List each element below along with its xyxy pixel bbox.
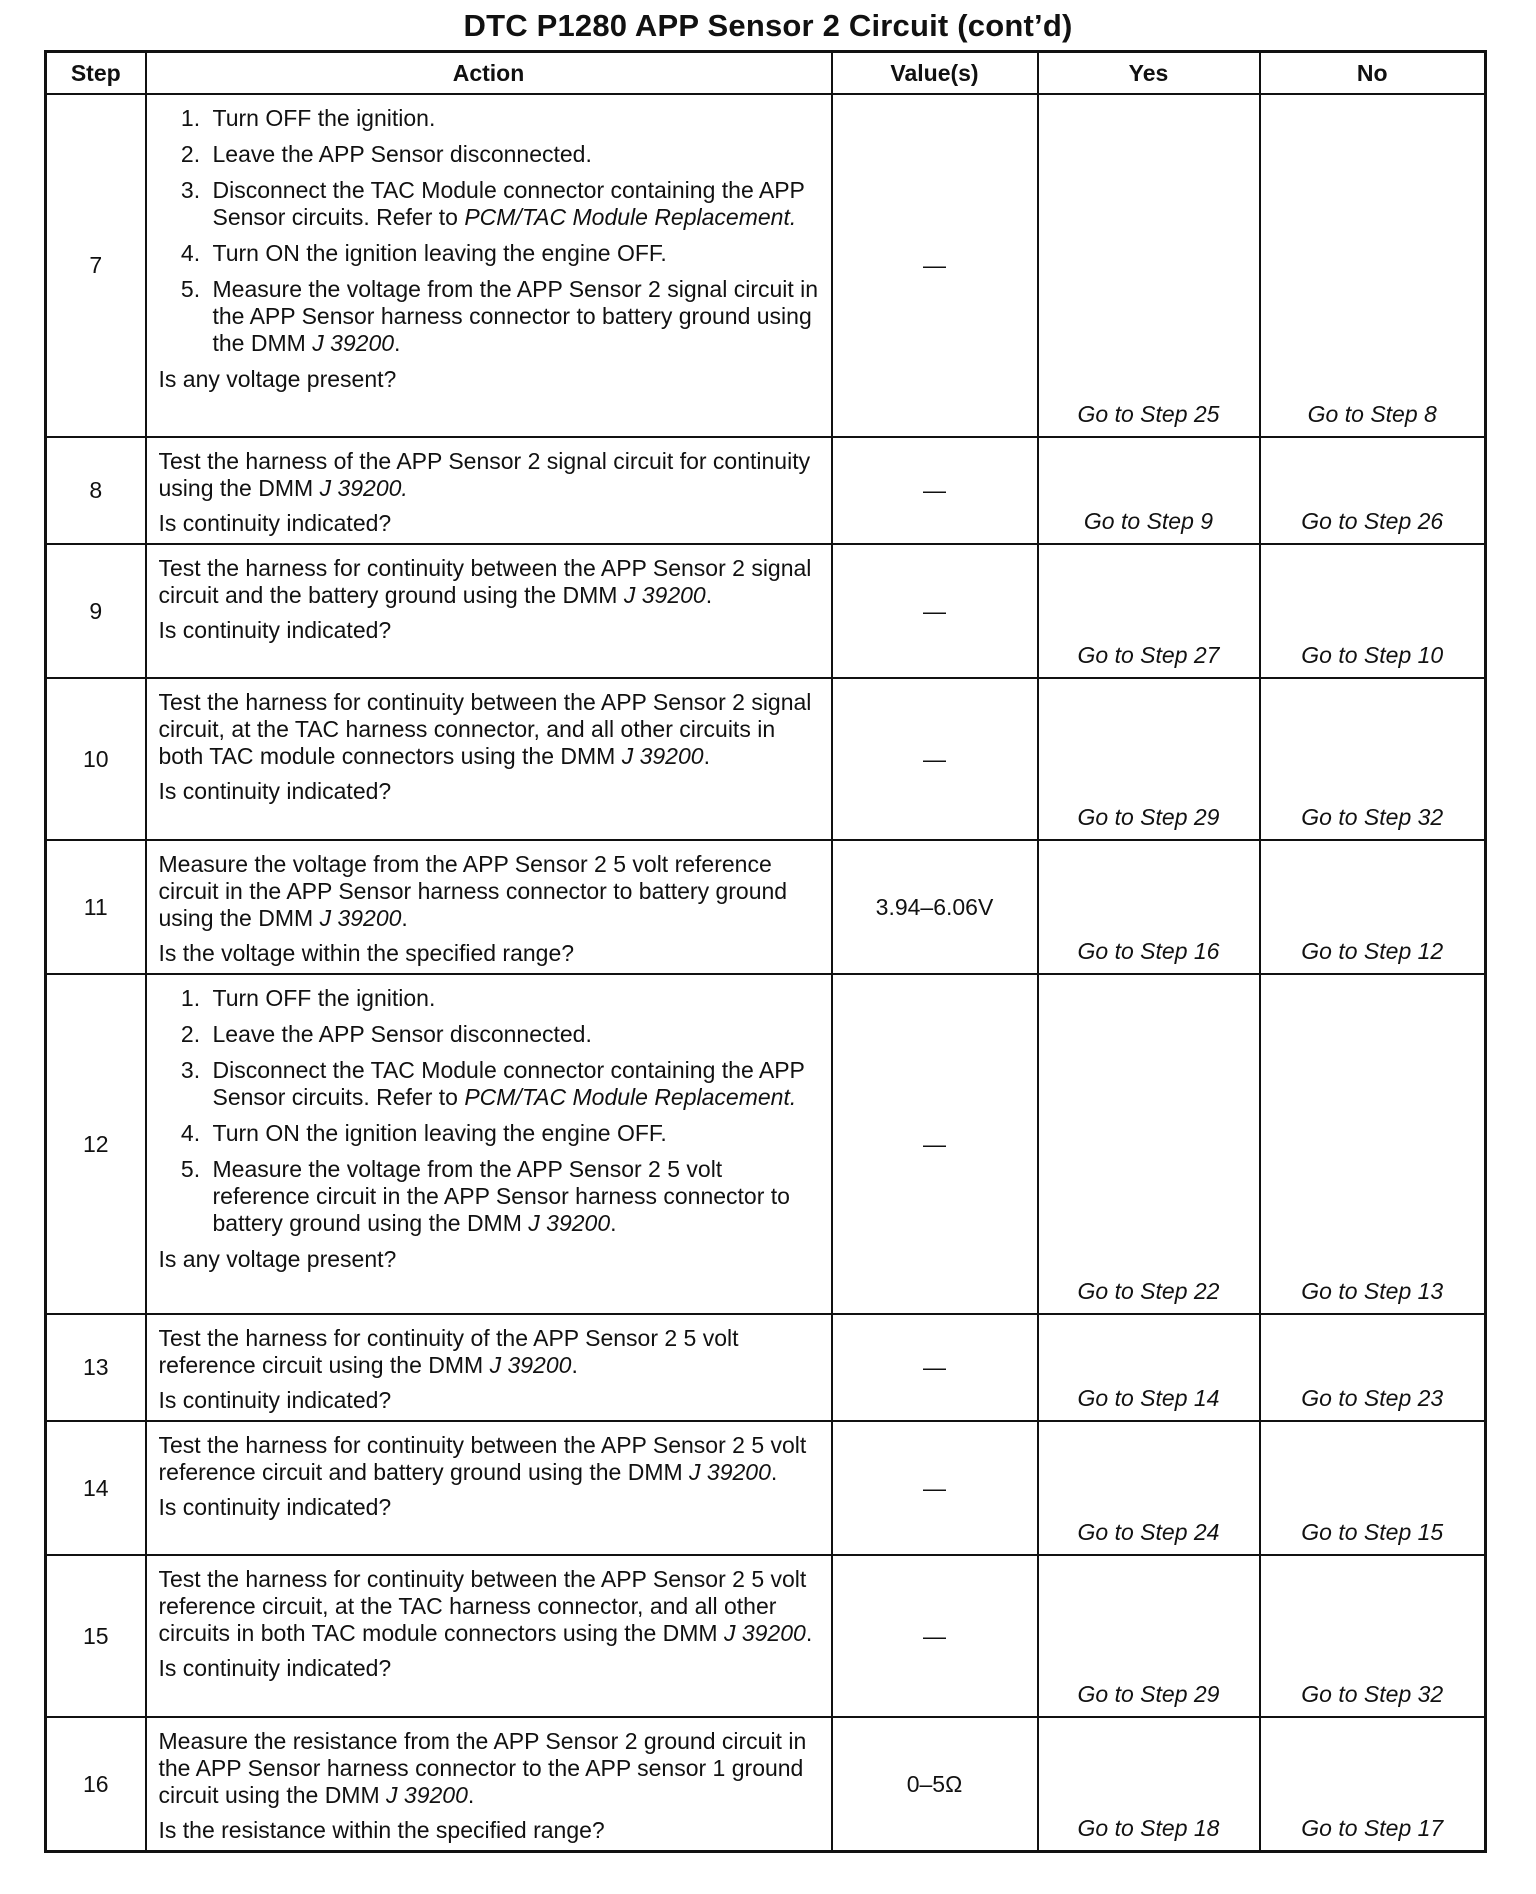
action-cell	[146, 840, 832, 974]
value-cell: 3.94–6.06V	[832, 840, 1038, 974]
list-item: 3. Disconnect the TAC Module connector containing the APP Sensor circuits. Refer to PCM/TAC Module Replacement.	[207, 177, 821, 231]
table-row	[46, 1314, 1486, 1421]
step-number: 10	[46, 678, 146, 840]
action-text: Test the harness for continuity between the APP Sensor 2 5 volt reference circuit, at the TAC harness connector, and all other circuits in both TAC module connectors using the DMM J 39200.	[158, 1566, 813, 1646]
value-cell: —	[832, 1314, 1038, 1421]
step-number: 11	[46, 840, 146, 974]
no-goto: Go to Step 23	[1260, 1314, 1486, 1421]
step-number: 8	[46, 437, 146, 544]
yes-goto: Go to Step 22	[1038, 974, 1260, 1314]
value-cell: —	[832, 974, 1038, 1314]
action-text: Test the harness for continuity between the APP Sensor 2 signal circuit and the battery ground using the DMM J 39200.	[158, 555, 812, 608]
yes-goto: Go to Step 14	[1038, 1314, 1260, 1421]
yes-goto: Go to Step 25	[1038, 94, 1260, 437]
step-number: 14	[46, 1421, 146, 1555]
list-item: 1. Turn OFF the ignition.	[207, 105, 821, 132]
value-cell: —	[832, 94, 1038, 437]
list-item: 2. Leave the APP Sensor disconnected.	[207, 141, 821, 168]
yes-goto: Go to Step 24	[1038, 1421, 1260, 1555]
table-row	[46, 678, 1486, 840]
table-row	[46, 1555, 1486, 1717]
action-steps-list	[159, 985, 821, 1237]
action-question: Is any voltage present?	[158, 366, 397, 392]
action-question: Is any voltage present?	[158, 1246, 397, 1272]
yes-goto: Go to Step 18	[1038, 1717, 1260, 1852]
value-cell: —	[832, 544, 1038, 678]
action-cell	[146, 544, 832, 678]
step-number: 12	[46, 974, 146, 1314]
no-goto: Go to Step 13	[1260, 974, 1486, 1314]
action-steps-list	[159, 105, 821, 357]
table-row	[46, 1421, 1486, 1555]
action-question: Is continuity indicated?	[158, 510, 392, 536]
action-cell	[146, 678, 832, 840]
list-item: 4. Turn ON the ignition leaving the engine OFF.	[207, 240, 821, 267]
step-number: 13	[46, 1314, 146, 1421]
table-row	[46, 974, 1486, 1314]
header-yes: Yes	[1038, 52, 1260, 95]
list-item: 4. Turn ON the ignition leaving the engine OFF.	[207, 1120, 821, 1147]
value-cell: —	[832, 1555, 1038, 1717]
action-cell	[146, 1717, 832, 1852]
yes-goto: Go to Step 16	[1038, 840, 1260, 974]
action-question: Is continuity indicated?	[158, 617, 392, 643]
table-row	[46, 437, 1486, 544]
action-cell	[146, 94, 832, 437]
table-row	[46, 94, 1486, 437]
no-goto: Go to Step 8	[1260, 94, 1486, 437]
header-no: No	[1260, 52, 1486, 95]
no-goto: Go to Step 26	[1260, 437, 1486, 544]
action-question: Is continuity indicated?	[158, 1655, 392, 1681]
table-row	[46, 544, 1486, 678]
yes-goto: Go to Step 9	[1038, 437, 1260, 544]
value-cell: —	[832, 1421, 1038, 1555]
no-goto: Go to Step 32	[1260, 1555, 1486, 1717]
list-item: 1. Turn OFF the ignition.	[207, 985, 821, 1012]
step-number: 15	[46, 1555, 146, 1717]
page-title: DTC P1280 APP Sensor 2 Circuit (cont’d)	[463, 8, 1073, 43]
header-values: Value(s)	[832, 52, 1038, 95]
action-text: Measure the voltage from the APP Sensor 2 5 volt reference circuit in the APP Sensor harness connector to battery ground using the DMM J 39200.	[158, 851, 788, 931]
list-item: 5. Measure the voltage from the APP Sensor 2 5 volt reference circuit in the APP Sensor harness connector to battery ground using the DMM J 39200.	[207, 1156, 821, 1237]
diagnostic-table	[44, 50, 1487, 1853]
action-cell	[146, 437, 832, 544]
list-item: 3. Disconnect the TAC Module connector containing the APP Sensor circuits. Refer to PCM/TAC Module Replacement.	[207, 1057, 821, 1111]
table-row	[46, 1717, 1486, 1852]
no-goto: Go to Step 32	[1260, 678, 1486, 840]
action-text: Test the harness for continuity of the APP Sensor 2 5 volt reference circuit using the DMM J 39200.	[158, 1325, 739, 1378]
action-question: Is continuity indicated?	[158, 1387, 392, 1413]
table-row	[46, 840, 1486, 974]
action-cell	[146, 1314, 832, 1421]
action-question: Is continuity indicated?	[158, 778, 392, 804]
action-question: Is the resistance within the specified range?	[158, 1817, 605, 1843]
action-cell	[146, 1421, 832, 1555]
no-goto: Go to Step 17	[1260, 1717, 1486, 1852]
list-item: 2. Leave the APP Sensor disconnected.	[207, 1021, 821, 1048]
step-number: 7	[46, 94, 146, 437]
value-cell: —	[832, 678, 1038, 840]
value-cell: 0–5Ω	[832, 1717, 1038, 1852]
action-question: Is the voltage within the specified range?	[158, 940, 575, 966]
step-number: 16	[46, 1717, 146, 1852]
no-goto: Go to Step 10	[1260, 544, 1486, 678]
action-cell	[146, 974, 832, 1314]
action-cell	[146, 1555, 832, 1717]
yes-goto: Go to Step 29	[1038, 1555, 1260, 1717]
yes-goto: Go to Step 29	[1038, 678, 1260, 840]
action-text: Test the harness of the APP Sensor 2 signal circuit for continuity using the DMM J 39200.	[158, 448, 811, 501]
yes-goto: Go to Step 27	[1038, 544, 1260, 678]
action-question: Is continuity indicated?	[158, 1494, 392, 1520]
action-text: Test the harness for continuity between the APP Sensor 2 5 volt reference circuit and battery ground using the DMM J 39200.	[158, 1432, 807, 1485]
header-action: Action	[146, 52, 832, 95]
action-text: Test the harness for continuity between the APP Sensor 2 signal circuit, at the TAC harness connector, and all other circuits in both TAC module connectors using the DMM J 39200.	[158, 689, 812, 769]
list-item: 5. Measure the voltage from the APP Sensor 2 signal circuit in the APP Sensor harness connector to battery ground using the DMM J 39200.	[207, 276, 821, 357]
step-number: 9	[46, 544, 146, 678]
header-row	[46, 52, 1486, 95]
no-goto: Go to Step 15	[1260, 1421, 1486, 1555]
value-cell: —	[832, 437, 1038, 544]
header-step: Step	[46, 52, 146, 95]
no-goto: Go to Step 12	[1260, 840, 1486, 974]
action-text: Measure the resistance from the APP Sensor 2 ground circuit in the APP Sensor harness connector to the APP sensor 1 ground circuit using the DMM J 39200.	[158, 1728, 807, 1808]
